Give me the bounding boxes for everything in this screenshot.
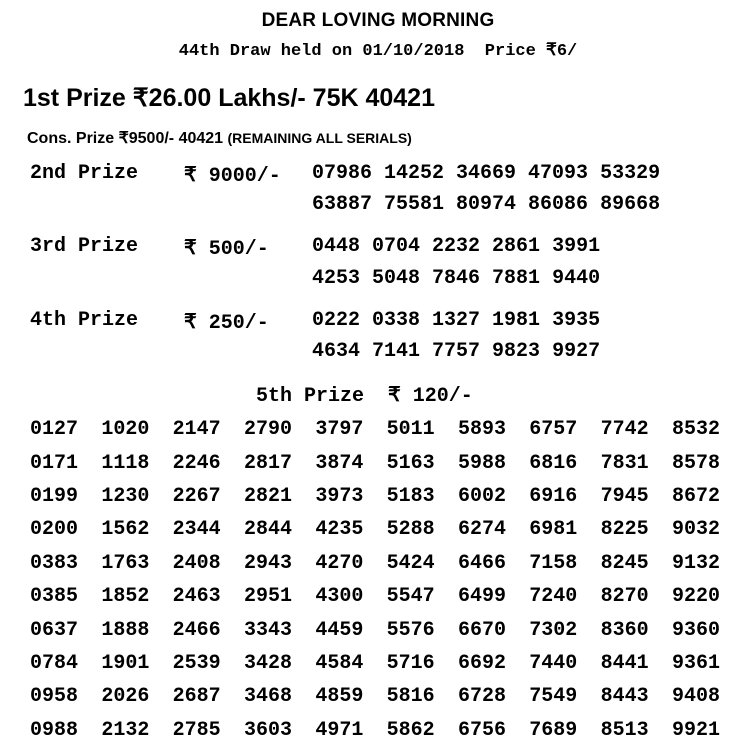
ticket-number: 3935 (552, 309, 601, 332)
ticket-number: 1888 (101, 618, 150, 642)
ticket-number: 3343 (243, 618, 292, 642)
ticket-number: 0200 (30, 518, 79, 542)
ticket-number: 9220 (671, 585, 720, 609)
ticket-number: 6916 (529, 484, 578, 508)
ticket-number: 8443 (600, 685, 649, 709)
ticket-number: 1981 (492, 309, 541, 332)
ticket-number: 5547 (386, 585, 435, 609)
ticket-number: 4859 (315, 685, 364, 709)
ticket-number: 9360 (671, 618, 720, 642)
ticket-number: 2790 (243, 418, 292, 442)
ticket-number: 6692 (457, 651, 506, 675)
ticket-number: 7240 (529, 585, 578, 609)
ticket-number: 5893 (457, 418, 506, 442)
ticket-number: 2408 (172, 551, 221, 575)
ticket-number: 0448 (312, 235, 361, 258)
ticket-number: 47093 (528, 162, 589, 185)
ticket-number: 1327 (432, 309, 481, 332)
ticket-number: 0385 (30, 585, 79, 609)
lottery-title: DEAR LOVING MORNING (261, 10, 495, 31)
ticket-number: 2785 (172, 718, 221, 742)
fifth-prize-row (30, 680, 730, 713)
ticket-number: 7945 (600, 484, 649, 508)
ticket-number: 6728 (457, 685, 506, 709)
ticket-number: 4300 (315, 585, 364, 609)
ticket-number: 0171 (30, 451, 79, 475)
ticket-number: 4634 (312, 340, 361, 363)
ticket-number: 6670 (457, 618, 506, 642)
ticket-number: 7757 (432, 340, 481, 363)
ticket-number: 8270 (600, 585, 649, 609)
ticket-number: 86086 (528, 193, 589, 216)
ticket-number: 0637 (30, 618, 79, 642)
ticket-number: 14252 (384, 162, 445, 185)
ticket-number: 7302 (529, 618, 578, 642)
consolation-prize-text: Cons. Prize ₹9500/- 40421 (27, 130, 224, 147)
ticket-number: 3468 (243, 685, 292, 709)
fifth-prize-row (30, 613, 730, 646)
ticket-number: 0199 (30, 484, 79, 508)
ticket-number: 2466 (172, 618, 221, 642)
ticket-number: 07986 (312, 162, 373, 185)
ticket-number: 1020 (101, 418, 150, 442)
ticket-number: 6466 (457, 551, 506, 575)
ticket-number: 5424 (386, 551, 435, 575)
second-prize-label: 2nd Prize (30, 162, 139, 185)
ticket-number: 3874 (315, 451, 364, 475)
fifth-prize-row (30, 714, 730, 747)
ticket-number: 9921 (671, 718, 720, 742)
ticket-number: 8672 (671, 484, 720, 508)
ticket-number: 5011 (386, 418, 435, 442)
ticket-number: 1852 (101, 585, 150, 609)
ticket-number: 0958 (30, 685, 79, 709)
ticket-number: 2687 (172, 685, 221, 709)
ticket-number: 6757 (529, 418, 578, 442)
ticket-number: 34669 (456, 162, 517, 185)
ticket-number: 2943 (243, 551, 292, 575)
ticket-number: 5816 (386, 685, 435, 709)
third-prize-row-1 (312, 235, 612, 258)
ticket-number: 9440 (552, 267, 601, 290)
ticket-number: 1118 (101, 451, 150, 475)
ticket-number: 6816 (529, 451, 578, 475)
ticket-number: 2821 (243, 484, 292, 508)
ticket-number: 7742 (600, 418, 649, 442)
third-prize-label: 3rd Prize (30, 235, 139, 258)
ticket-number: 5288 (386, 518, 435, 542)
ticket-number: 4270 (315, 551, 364, 575)
ticket-number: 5048 (372, 267, 421, 290)
ticket-number: 0127 (30, 418, 79, 442)
ticket-number: 2844 (243, 518, 292, 542)
ticket-number: 8441 (600, 651, 649, 675)
fifth-prize-row (30, 446, 730, 479)
ticket-number: 7846 (432, 267, 481, 290)
fourth-prize-row-2 (312, 340, 612, 363)
ticket-number: 5183 (386, 484, 435, 508)
ticket-number: 2026 (101, 685, 150, 709)
ticket-number: 5576 (386, 618, 435, 642)
ticket-number: 7689 (529, 718, 578, 742)
fourth-prize-label: 4th Prize (30, 309, 139, 332)
ticket-number: 4459 (315, 618, 364, 642)
ticket-number: 5988 (457, 451, 506, 475)
ticket-number: 4971 (315, 718, 364, 742)
ticket-number: 1763 (101, 551, 150, 575)
third-prize-row-2 (312, 267, 612, 290)
ticket-number: 9823 (492, 340, 541, 363)
ticket-number: 7881 (492, 267, 541, 290)
ticket-number: 53329 (600, 162, 661, 185)
second-prize-row-2 (312, 193, 672, 216)
ticket-number: 2463 (172, 585, 221, 609)
ticket-number: 7549 (529, 685, 578, 709)
fourth-prize-amount: ₹ 250/- (184, 312, 269, 335)
ticket-number: 3973 (315, 484, 364, 508)
fifth-prize-grid (30, 413, 730, 747)
fifth-prize-heading: 5th Prize ₹ 120/- (256, 385, 473, 408)
fifth-prize-row (30, 547, 730, 580)
ticket-number: 2817 (243, 451, 292, 475)
ticket-number: 0383 (30, 551, 79, 575)
ticket-number: 6499 (457, 585, 506, 609)
ticket-number: 0222 (312, 309, 361, 332)
ticket-number: 0704 (372, 235, 421, 258)
ticket-number: 3603 (243, 718, 292, 742)
ticket-number: 9361 (671, 651, 720, 675)
ticket-number: 6002 (457, 484, 506, 508)
ticket-number: 8513 (600, 718, 649, 742)
ticket-number: 2344 (172, 518, 221, 542)
ticket-number: 75581 (384, 193, 445, 216)
ticket-number: 7141 (372, 340, 421, 363)
ticket-number: 0784 (30, 651, 79, 675)
ticket-number: 1901 (101, 651, 150, 675)
ticket-number: 5862 (386, 718, 435, 742)
ticket-number: 9408 (671, 685, 720, 709)
ticket-number: 2861 (492, 235, 541, 258)
ticket-number: 4584 (315, 651, 364, 675)
fifth-prize-row (30, 513, 730, 546)
ticket-number: 5716 (386, 651, 435, 675)
ticket-number: 8225 (600, 518, 649, 542)
consolation-prize (27, 128, 412, 148)
ticket-number: 5163 (386, 451, 435, 475)
ticket-number: 8578 (671, 451, 720, 475)
ticket-number: 3797 (315, 418, 364, 442)
fourth-prize-row-1 (312, 309, 612, 332)
ticket-number: 3428 (243, 651, 292, 675)
ticket-number: 9032 (671, 518, 720, 542)
ticket-number: 2267 (172, 484, 221, 508)
ticket-number: 6981 (529, 518, 578, 542)
fifth-prize-row (30, 580, 730, 613)
ticket-number: 0338 (372, 309, 421, 332)
ticket-number: 2539 (172, 651, 221, 675)
ticket-number: 63887 (312, 193, 373, 216)
ticket-number: 4235 (315, 518, 364, 542)
fifth-prize-row (30, 647, 730, 680)
ticket-number: 2246 (172, 451, 221, 475)
ticket-number: 80974 (456, 193, 517, 216)
ticket-number: 2232 (432, 235, 481, 258)
ticket-number: 1562 (101, 518, 150, 542)
ticket-number: 1230 (101, 484, 150, 508)
first-prize: 1st Prize ₹26.00 Lakhs/- 75K 40421 (23, 84, 435, 112)
second-prize-row-1 (312, 162, 672, 185)
ticket-number: 4253 (312, 267, 361, 290)
ticket-number: 89668 (600, 193, 661, 216)
ticket-number: 2147 (172, 418, 221, 442)
second-prize-amount: ₹ 9000/- (184, 165, 281, 188)
ticket-number: 7158 (529, 551, 578, 575)
ticket-number: 8360 (600, 618, 649, 642)
ticket-number: 3991 (552, 235, 601, 258)
fifth-prize-row (30, 413, 730, 446)
ticket-number: 6274 (457, 518, 506, 542)
ticket-number: 8532 (671, 418, 720, 442)
ticket-number: 8245 (600, 551, 649, 575)
draw-info: 44th Draw held on 01/10/2018 Price ₹6/ (178, 42, 578, 61)
fifth-prize-row (30, 480, 730, 513)
ticket-number: 0988 (30, 718, 79, 742)
consolation-prize-note: (REMAINING ALL SERIALS) (227, 130, 412, 146)
ticket-number: 2132 (101, 718, 150, 742)
ticket-number: 2951 (243, 585, 292, 609)
third-prize-amount: ₹ 500/- (184, 238, 269, 261)
ticket-number: 6756 (457, 718, 506, 742)
ticket-number: 7831 (600, 451, 649, 475)
ticket-number: 7440 (529, 651, 578, 675)
ticket-number: 9132 (671, 551, 720, 575)
ticket-number: 9927 (552, 340, 601, 363)
